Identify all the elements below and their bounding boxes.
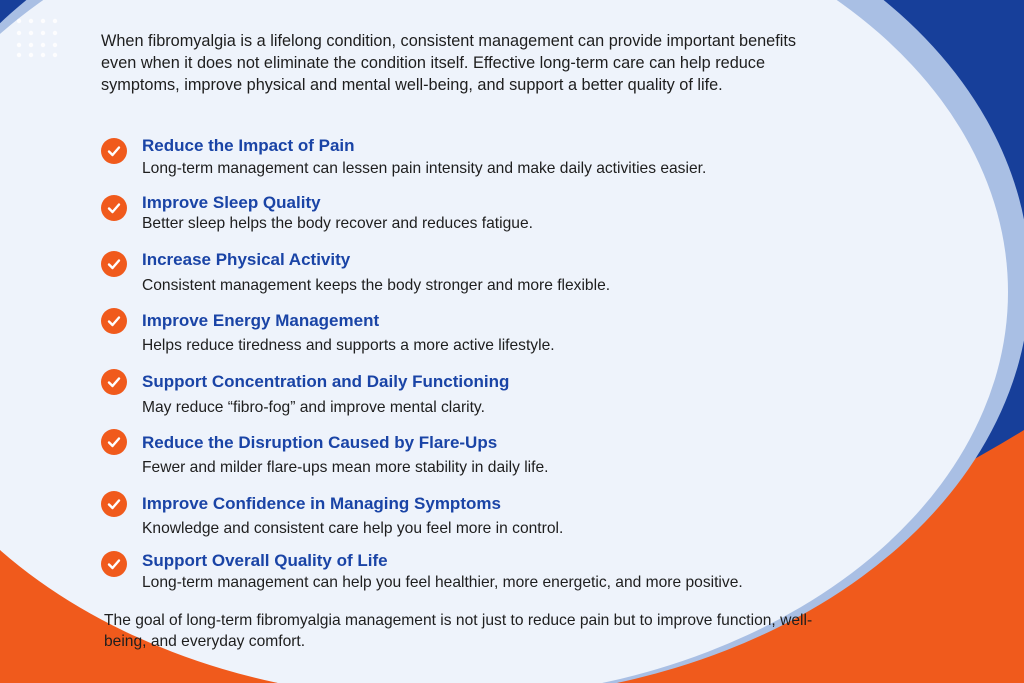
benefit-title: Reduce the Impact of Pain xyxy=(142,136,355,155)
check-circle-icon xyxy=(101,429,127,455)
check-circle-icon xyxy=(101,369,127,395)
benefit-title: Improve Sleep Quality xyxy=(142,193,321,212)
benefit-title: Reduce the Disruption Caused by Flare-Ups xyxy=(142,433,498,452)
benefit-title: Support Overall Quality of Life xyxy=(142,551,388,570)
check-circle-icon xyxy=(101,551,127,577)
benefit-description: Fewer and milder flare-ups mean more stability in daily life. xyxy=(142,459,549,476)
benefit-title: Improve Energy Management xyxy=(142,311,380,330)
check-circle-icon xyxy=(101,138,127,164)
check-circle-icon xyxy=(101,491,127,517)
check-circle-icon xyxy=(101,251,127,277)
closing-paragraph: The goal of long-term fibromyalgia management is not just to reduce pain but to improve function, well-being, and everyday comfort. xyxy=(104,612,813,650)
benefit-description: May reduce “fibro-fog” and improve mental clarity. xyxy=(142,399,485,416)
benefit-title: Improve Confidence in Managing Symptoms xyxy=(142,494,501,513)
benefit-description: Helps reduce tiredness and supports a more active lifestyle. xyxy=(142,337,555,354)
benefit-description: Long-term management can help you feel healthier, more energetic, and more positive. xyxy=(142,574,743,591)
benefit-description: Long-term management can lessen pain intensity and make daily activities easier. xyxy=(142,160,707,177)
benefit-description: Better sleep helps the body recover and reduces fatigue. xyxy=(142,215,533,232)
check-circle-icon xyxy=(101,308,127,334)
benefit-description: Knowledge and consistent care help you feel more in control. xyxy=(142,520,564,537)
benefit-title: Increase Physical Activity xyxy=(142,250,351,269)
intro-paragraph: When fibromyalgia is a lifelong condition, consistent management can provide important benefits even when it does not eliminate the condition itself. Effective long-term care can help reduce symptoms, improve physical and mental well-being, and support a better quality of life. xyxy=(101,32,797,94)
benefit-title: Support Concentration and Daily Functioning xyxy=(142,372,510,391)
benefit-description: Consistent management keeps the body stronger and more flexible. xyxy=(142,277,611,294)
check-circle-icon xyxy=(101,195,127,221)
